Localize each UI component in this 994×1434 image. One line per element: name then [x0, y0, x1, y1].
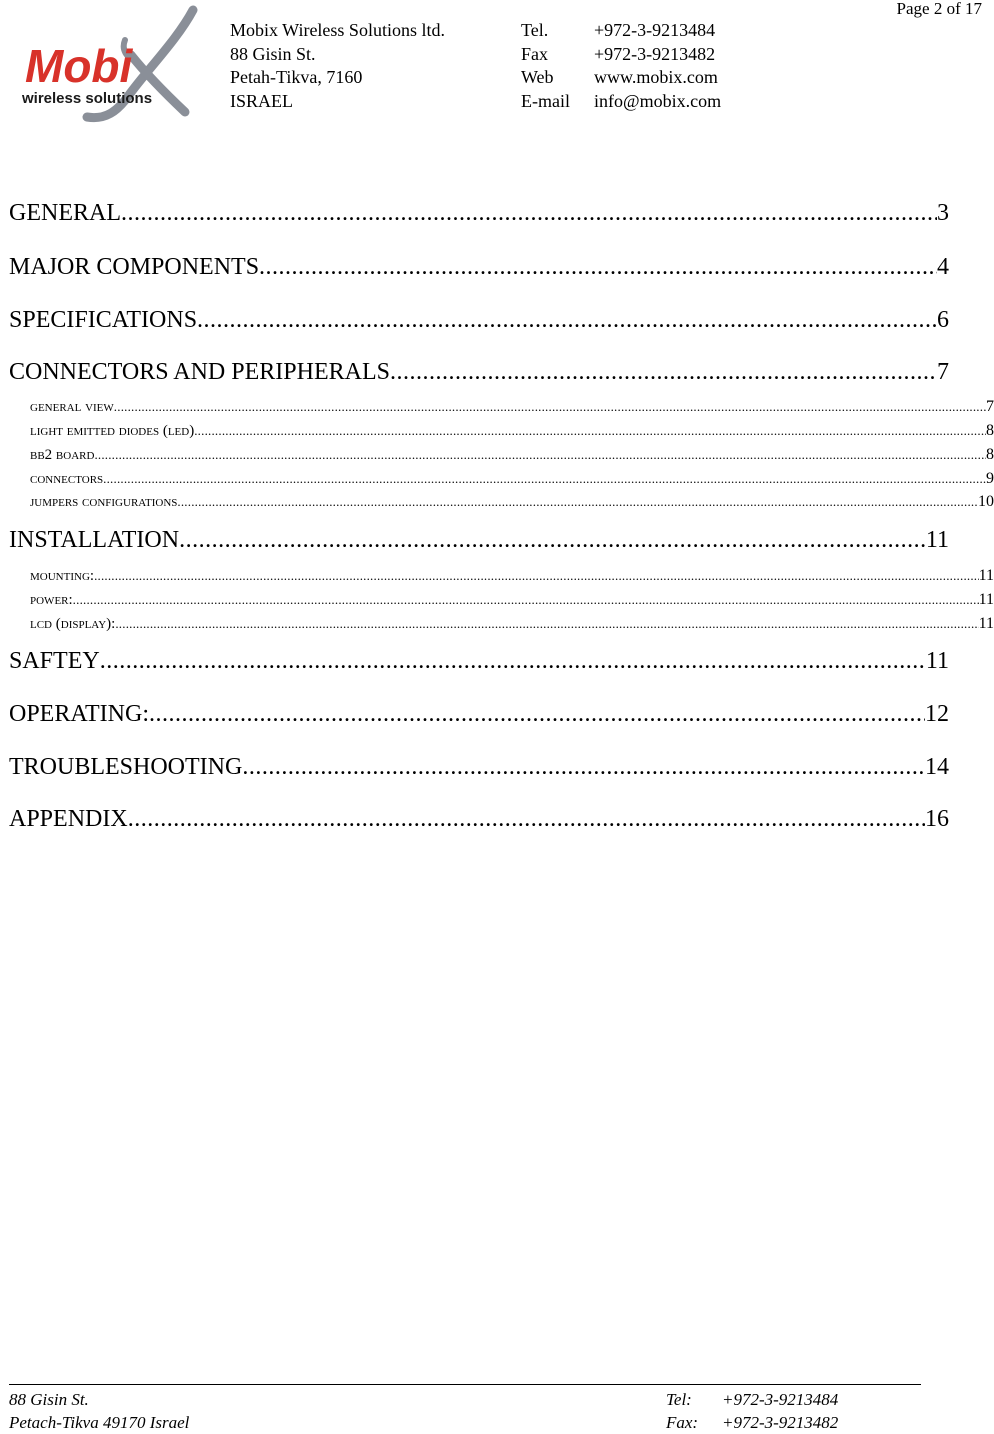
toc-entry-page: 12 [925, 701, 949, 727]
footer-tel-row [666, 1388, 838, 1411]
toc-entry-label: SPECIFICATIONS [9, 307, 198, 333]
logo-brand: Mobi [25, 40, 133, 92]
toc-entry-label: SAFTEY [9, 648, 100, 674]
toc-entry-page: 11 [925, 527, 949, 553]
toc-entry-label: connectors [30, 471, 104, 487]
toc-entry-general-view[interactable] [30, 398, 994, 416]
footer-divider [9, 1384, 921, 1385]
contact-value: +972-3-9213484 [594, 20, 716, 40]
toc-entry-page: 9 [986, 470, 994, 487]
toc-entry-installation[interactable] [9, 527, 949, 554]
toc-entry-page: 11 [978, 615, 994, 632]
contact-label: E-mail [521, 90, 570, 111]
toc-entry-label: jumpers configurations [30, 494, 178, 510]
company-name: Mobix Wireless Solutions ltd. [230, 20, 445, 40]
toc-entry-operating[interactable] [9, 701, 949, 728]
toc-entry-lcd-display[interactable] [30, 615, 994, 633]
toc-entry-troubleshooting[interactable] [9, 754, 949, 781]
contact-label: Tel. [521, 20, 549, 40]
contact-info [521, 19, 721, 113]
toc-entry-page: 3 [937, 200, 949, 226]
contact-row-email [521, 90, 721, 114]
contact-value: www.mobix.com [594, 67, 718, 87]
toc-entry-label: CONNECTORS AND PERIPHERALS [9, 359, 390, 385]
contact-label: Fax [521, 43, 548, 64]
toc-entry-leds[interactable] [30, 422, 994, 440]
toc-entry-label: power: [30, 592, 73, 608]
toc-entry-label: MAJOR COMPONENTS [9, 254, 260, 280]
contact-row-fax [521, 43, 721, 67]
toc-entry-bb2-board[interactable] [30, 446, 994, 464]
page-number: Page 2 of 17 [896, 0, 982, 18]
toc-entry-power[interactable] [30, 591, 994, 609]
toc-entry-page: 8 [986, 446, 994, 463]
footer-fax-label: Fax: [666, 1413, 699, 1432]
toc-entry-page: 10 [978, 493, 994, 510]
logo-tagline: wireless solutions [22, 90, 153, 107]
toc-entry-specifications[interactable] [9, 307, 949, 334]
footer-street: 88 Gisin St. [9, 1390, 89, 1409]
mobix-logo [17, 0, 200, 128]
toc-entry-label: INSTALLATION [9, 527, 180, 553]
contact-label: Web [521, 67, 554, 87]
footer-fax: +972-3-9213482 [722, 1413, 839, 1432]
footer-tel: +972-3-9213484 [722, 1390, 839, 1409]
toc-entry-label: bb2 board [30, 447, 95, 463]
toc-entry-page: 11 [978, 567, 994, 584]
toc-entry-appendix[interactable] [9, 806, 949, 833]
toc-entry-page: 6 [937, 307, 949, 333]
contact-row-tel [521, 19, 721, 43]
toc-entry-connectors[interactable] [30, 470, 994, 488]
company-address [230, 19, 445, 113]
toc-entry-page: 11 [978, 591, 994, 608]
toc-entry-label: mounting: [30, 568, 95, 584]
contact-value: info@mobix.com [594, 90, 722, 111]
footer-contacts [666, 1388, 838, 1434]
toc-entry-page: 7 [937, 359, 949, 385]
footer-address [9, 1388, 189, 1434]
contact-value: +972-3-9213482 [594, 43, 716, 64]
toc-entry-page: 14 [925, 754, 949, 780]
toc-entry-label: general view [30, 399, 114, 415]
toc-entry-label: TROUBLESHOOTING [9, 754, 243, 780]
footer-tel-label: Tel: [666, 1390, 692, 1409]
contact-row-web [521, 66, 721, 90]
toc-entry-page: 16 [925, 806, 949, 832]
toc-entry-major-components[interactable] [9, 254, 949, 281]
toc-entry-connectors-and-peripherals[interactable] [9, 359, 949, 386]
toc-entry-label: APPENDIX [9, 806, 128, 832]
toc-entry-general[interactable] [9, 200, 949, 227]
company-city: Petah-Tikva, 7160 [230, 67, 363, 87]
toc-entry-label: lcd (display): [30, 616, 116, 632]
toc-entry-page: 11 [925, 648, 949, 674]
toc-entry-label: light emitted diodes (led) [30, 423, 195, 439]
toc-entry-label: GENERAL [9, 200, 121, 226]
toc-entry-saftey[interactable] [9, 648, 949, 675]
toc-entry-mounting[interactable] [30, 567, 994, 585]
toc-entry-page: 4 [937, 254, 949, 280]
toc-entry-page: 7 [986, 398, 994, 415]
footer-city: Petach-Tikva 49170 Israel [9, 1413, 190, 1432]
company-street: 88 Gisin St. [230, 43, 316, 64]
toc-entry-jumpers-configurations[interactable] [30, 493, 994, 511]
toc-entry-label: OPERATING: [9, 701, 150, 727]
company-country: ISRAEL [230, 90, 293, 111]
footer-fax-row [666, 1411, 838, 1434]
toc-entry-page: 8 [986, 422, 994, 439]
